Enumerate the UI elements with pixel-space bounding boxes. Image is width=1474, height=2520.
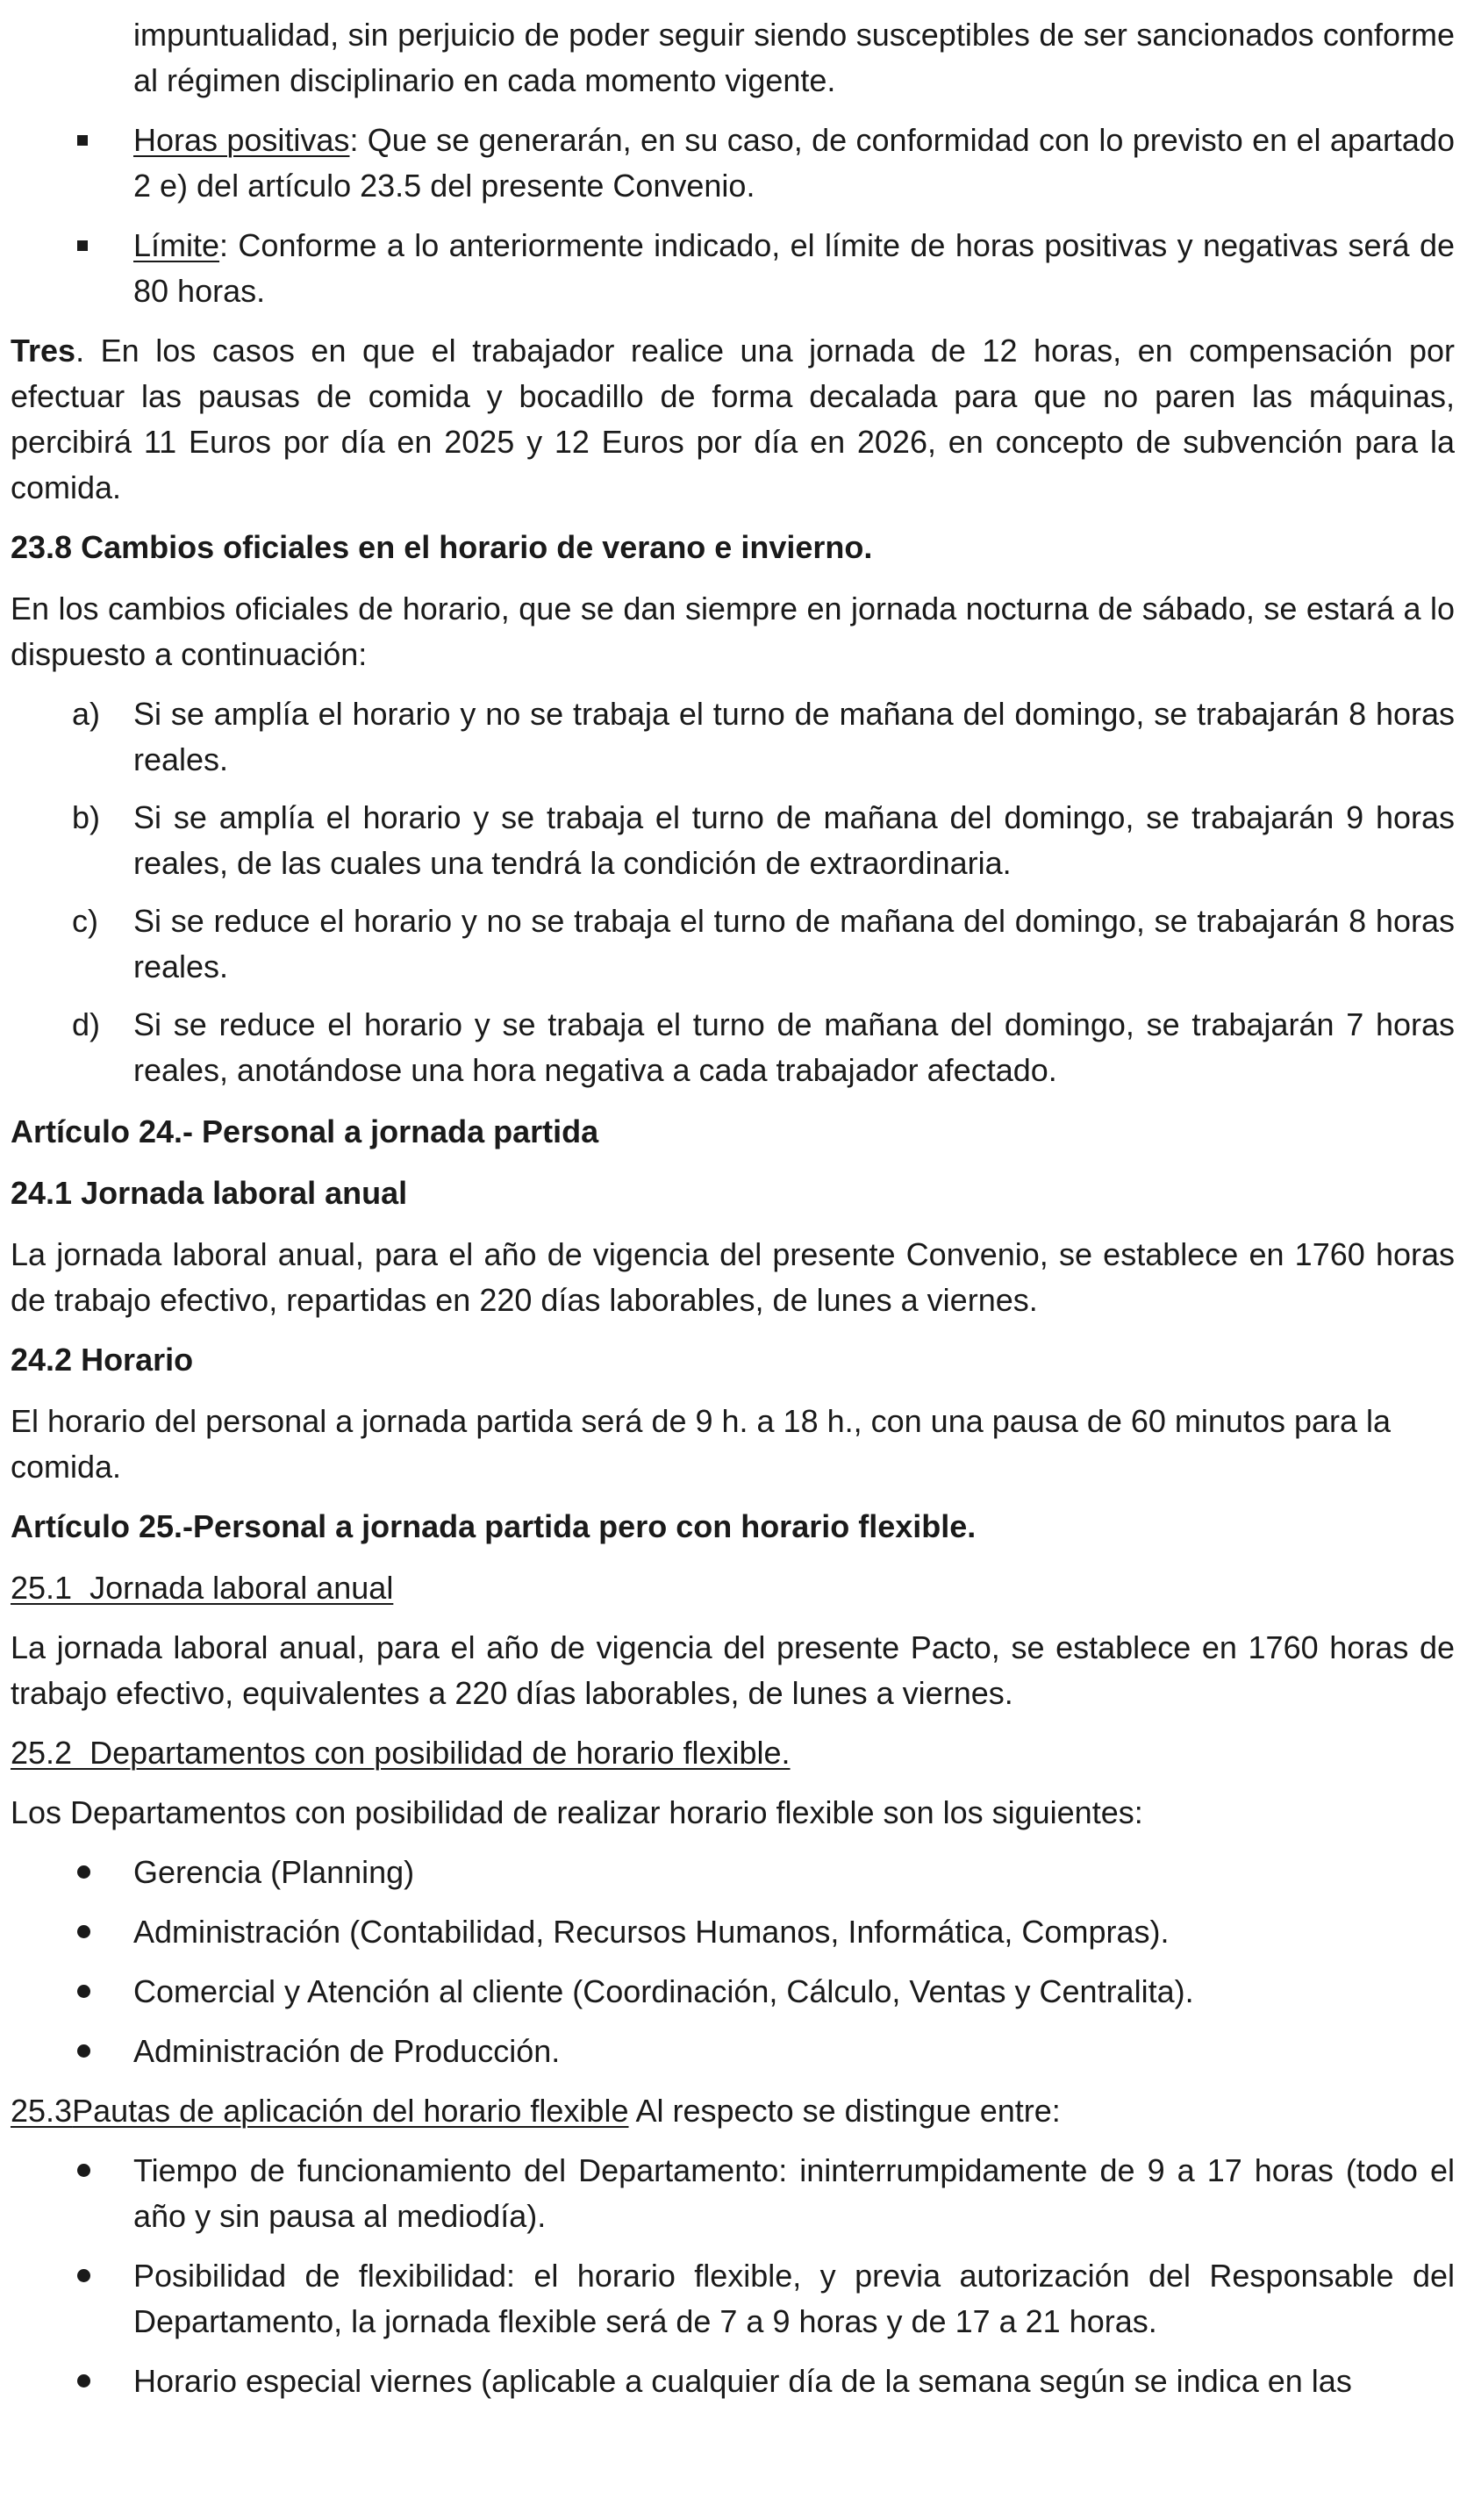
subsection-heading: 24.2 Horario xyxy=(11,1342,194,1378)
square-bullet-icon xyxy=(77,240,88,251)
item-text: Tiempo de funcionamiento del Departamento: ininterrumpidamente de 9 a 17 horas (todo el año y sin pausa al mediodía). xyxy=(133,2152,1455,2234)
section-intro: En los cambios oficiales de horario, que se dan siempre en jornada nocturna de sábado, se estará a lo dispuesto a continuación: xyxy=(11,591,1455,672)
item-text: Horario especial viernes (aplicable a cualquier día de la semana según se indica en las xyxy=(133,2363,1352,2399)
subsection-heading: 25.1 Jornada laboral anual xyxy=(11,1570,394,1606)
item-term: Límite xyxy=(133,227,220,263)
subsection-number: 25.3 xyxy=(11,2093,73,2129)
item-text: Si se reduce el horario y se trabaja el turno de mañana del domingo, se trabajarán 7 horas reales, anotándose una hora negativa a cada trabajador afectado. xyxy=(133,1006,1455,1088)
bullet-icon xyxy=(77,1865,90,1879)
bullet-icon xyxy=(77,2044,90,2058)
tres-paragraph xyxy=(11,328,1455,511)
list-item xyxy=(11,691,1455,783)
item-text: Si se amplía el horario y se trabaja el turno de mañana del domingo, se trabajarán 9 horas reales, de las cuales una tendrá la condición de extraordinaria. xyxy=(133,799,1455,881)
subsection-heading: 25.2 Departamentos con posibilidad de horario flexible. xyxy=(11,1735,791,1771)
subsection-heading: 24.1 Jornada laboral anual xyxy=(11,1175,408,1211)
item-letter: a) xyxy=(72,696,101,732)
list-item xyxy=(11,1002,1455,1093)
item-letter: b) xyxy=(72,799,101,835)
subsection-text: El horario del personal a jornada partida será de 9 h. a 18 h., con una pausa de 60 minutos para la comida. xyxy=(11,1403,1392,1485)
item-text: Administración (Contabilidad, Recursos Humanos, Informática, Compras). xyxy=(133,1914,1170,1950)
item-text: Comercial y Atención al cliente (Coordinación, Cálculo, Ventas y Centralita). xyxy=(133,1973,1194,2009)
tres-text: . En los casos en que el trabajador realice una jornada de 12 horas, en compensación por efectuar las pausas de comida y bocadillo de forma decalada para que no paren las máquinas, percibirá 11 Euros por día en 2025 y 12 Euros por día en 2026, en concepto de subvención para la comida. xyxy=(11,333,1455,505)
item-letter: d) xyxy=(72,1006,101,1042)
subsection-text: Los Departamentos con posibilidad de realizar horario flexible son los siguientes: xyxy=(11,1794,1143,1830)
item-text: Posibilidad de flexibilidad: el horario flexible, y previa autorización del Responsable del Departamento, la jornada flexible será de 7 a 9 horas y de 17 a 21 horas. xyxy=(133,2258,1455,2339)
list-item xyxy=(11,1850,1455,1895)
item-letter: c) xyxy=(72,903,98,939)
list-item xyxy=(11,898,1455,990)
document-page xyxy=(11,12,1455,2418)
item-text: : Que se generarán, en su caso, de conformidad con lo previsto en el apartado 2 e) del artículo 23.5 del presente Convenio. xyxy=(133,122,1456,204)
bullet-icon xyxy=(77,1985,90,1998)
article-heading: Artículo 25.-Personal a jornada partida pero con horario flexible. xyxy=(11,1508,977,1544)
subsection-text: La jornada laboral anual, para el año de vigencia del presente Pacto, se establece en 1760 horas de trabajo efectivo, equivalentes a 220 días laborables, de lunes a viernes. xyxy=(11,1629,1455,1711)
item-term: Horas positivas xyxy=(133,122,350,158)
list-item xyxy=(11,2148,1455,2239)
list-item xyxy=(11,1909,1455,1955)
bullet-icon xyxy=(77,2164,90,2177)
list-item xyxy=(11,223,1455,314)
list-item xyxy=(11,2359,1455,2404)
list-item xyxy=(11,118,1455,209)
article-heading: Artículo 24.- Personal a jornada partida xyxy=(11,1113,599,1149)
bullet-icon xyxy=(77,1925,90,1938)
subsection-heading-line xyxy=(11,2088,1455,2134)
list-item xyxy=(11,2029,1455,2074)
square-bullet-icon xyxy=(77,135,88,146)
subsection-heading: Pautas de aplicación del horario flexible xyxy=(72,2093,629,2129)
bullet-icon xyxy=(77,2374,90,2388)
list-item xyxy=(11,795,1455,886)
list-item xyxy=(11,2253,1455,2345)
tres-label: Tres xyxy=(11,333,76,369)
item-text: Administración de Producción. xyxy=(133,2033,561,2069)
item-text: Si se reduce el horario y no se trabaja el turno de mañana del domingo, se trabajarán 8 horas reales. xyxy=(133,903,1455,984)
list-item xyxy=(11,1969,1455,2015)
item-text: : Conforme a lo anteriormente indicado, el límite de horas positivas y negativas será de 80 horas. xyxy=(133,227,1455,309)
intro-continuation: impuntualidad, sin perjuicio de poder seguir siendo susceptibles de ser sancionados conforme al régimen disciplinario en cada momento vigente. xyxy=(133,17,1455,98)
item-text: Si se amplía el horario y no se trabaja el turno de mañana del domingo, se trabajarán 8 horas reales. xyxy=(133,696,1455,777)
subsection-text: La jornada laboral anual, para el año de vigencia del presente Convenio, se establece en 1760 horas de trabajo efectivo, repartidas en 220 días laborables, de lunes a viernes. xyxy=(11,1236,1455,1318)
section-heading: 23.8 Cambios oficiales en el horario de verano e invierno. xyxy=(11,529,873,565)
item-text: Gerencia (Planning) xyxy=(133,1854,415,1890)
bullet-icon xyxy=(77,2269,90,2282)
subsection-text: Al respecto se distingue entre: xyxy=(628,2093,1061,2129)
